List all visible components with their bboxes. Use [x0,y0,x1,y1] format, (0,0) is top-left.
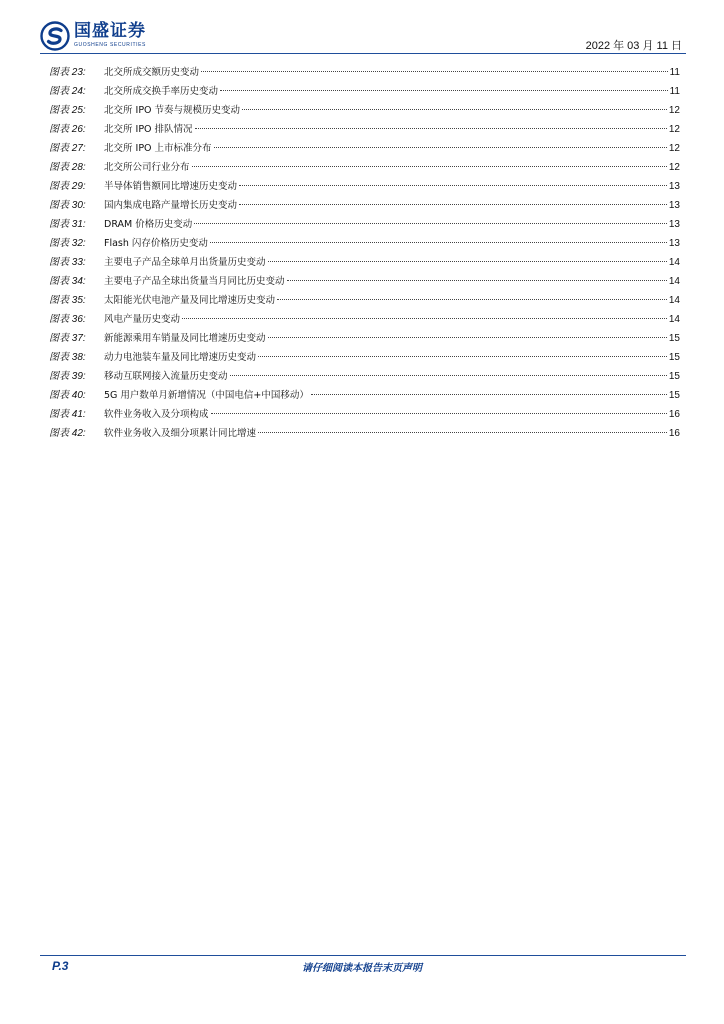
toc-entry-label: 图表 39: [49,371,86,382]
toc-entry-label: 图表 38: [49,352,86,363]
toc-entry[interactable] [49,177,680,196]
toc-dot-leader [311,393,667,395]
toc-dot-leader [239,203,667,205]
toc-entry[interactable] [49,424,680,443]
toc-entry-page: 14 [668,295,680,306]
toc-entry-page: 16 [668,409,680,420]
toc-entry-label: 图表 30: [49,200,86,211]
toc-entry-page: 12 [668,105,680,116]
toc-entry-title: 半导体销售额同比增速历史变动 [104,181,238,192]
toc-dot-leader [192,165,667,167]
toc-entry[interactable] [49,310,680,329]
toc-entry-label: 图表 28: [49,162,86,173]
toc-dot-leader [268,336,667,338]
toc-entry-title: 5G 用户数单月新增情况（中国电信+中国移动） [104,390,309,401]
toc-entry-title: DRAM 价格历史变动 [104,219,193,230]
toc-dot-leader [258,355,667,357]
toc-dot-leader [258,431,667,433]
toc-entry-label: 图表 42: [49,428,86,439]
toc-entry-page: 12 [668,124,680,135]
footer-divider [40,955,686,956]
toc-entry-label: 图表 24: [49,86,86,97]
toc-entry[interactable] [49,139,680,158]
report-date: 2022 年 03 月 11 日 [585,40,682,52]
toc-entry[interactable] [49,101,680,120]
toc-entry[interactable] [49,253,680,272]
toc-entry-label: 图表 27: [49,143,86,154]
toc-entry-page: 14 [668,314,680,325]
page-header [0,0,724,60]
toc-entry-title: 太阳能光伏电池产量及同比增速历史变动 [104,295,276,306]
toc-entry-label: 图表 26: [49,124,86,135]
toc-entry[interactable] [49,120,680,139]
toc-entry-title: 风电产量历史变动 [104,314,181,325]
toc-dot-leader [182,317,667,319]
toc-dot-leader [230,374,667,376]
toc-entry-title: 主要电子产品全球出货量当月同比历史变动 [104,276,285,287]
disclaimer-note: 请仔细阅读本报告末页声明 [302,963,422,974]
toc-entry[interactable] [49,386,680,405]
toc-entry-label: 图表 40: [49,390,86,401]
toc-entry-page: 14 [668,276,680,287]
toc-entry-label: 图表 32: [49,238,86,249]
toc-entry-label: 图表 41: [49,409,86,420]
logo-icon [40,21,70,51]
toc-entry-title: Flash 闪存价格历史变动 [104,238,208,249]
toc-entry-page: 12 [668,162,680,173]
toc-dot-leader [242,108,667,110]
toc-dot-leader [195,127,667,129]
header-divider [40,53,686,54]
toc-entry-page: 14 [668,257,680,268]
toc-entry-title: 动力电池装车量及同比增速历史变动 [104,352,257,363]
toc-entry-page: 13 [668,181,680,192]
toc-entry-title: 北交所成交额历史变动 [104,67,200,78]
logo-text: 国盛证券 [74,21,146,41]
toc-entry-title: 北交所成交换手率历史变动 [104,86,219,97]
toc-entry-title: 软件业务收入及细分项累计同比增速 [104,428,257,439]
toc-dot-leader [239,184,667,186]
toc-entry[interactable] [49,405,680,424]
toc-entry-page: 15 [668,352,680,363]
toc-entry-title: 主要电子产品全球单月出货量历史变动 [104,257,266,268]
toc-entry-label: 图表 36: [49,314,86,325]
toc-entry-page: 13 [668,238,680,249]
toc-entry[interactable] [49,367,680,386]
toc-dot-leader [220,89,668,91]
toc-entry[interactable] [49,158,680,177]
toc-entry-title: 国内集成电路产量增长历史变动 [104,200,238,211]
toc-entry[interactable] [49,196,680,215]
toc-entry-title: 移动互联网接入流量历史变动 [104,371,228,382]
toc-entry-label: 图表 25: [49,105,86,116]
toc-entry-label: 图表 31: [49,219,86,230]
toc-entry[interactable] [49,272,680,291]
company-logo [40,21,146,51]
toc-entry-label: 图表 23: [49,67,86,78]
toc-dot-leader [211,412,667,414]
toc-entry-page: 13 [668,200,680,211]
toc-entry-page: 15 [668,371,680,382]
toc-entry-page: 16 [668,428,680,439]
toc-entry-label: 图表 35: [49,295,86,306]
toc-entry[interactable] [49,348,680,367]
toc-entry-title: 新能源乘用车销量及同比增速历史变动 [104,333,266,344]
page-number: P.3 [52,959,69,973]
toc-dot-leader [194,222,667,224]
toc-entry-page: 11 [669,67,680,78]
toc-dot-leader [201,70,668,72]
toc-entry[interactable] [49,82,680,101]
figure-list [49,63,680,443]
toc-entry-page: 13 [668,219,680,230]
logo-subtext: GUOSHENG SECURITIES [74,42,146,48]
toc-entry-title: 北交所 IPO 排队情况 [104,124,193,135]
toc-entry-label: 图表 29: [49,181,86,192]
toc-dot-leader [277,298,667,300]
toc-entry-title: 北交所 IPO 节奏与规模历史变动 [104,105,241,116]
toc-entry[interactable] [49,63,680,82]
toc-entry-title: 北交所公司行业分布 [104,162,190,173]
toc-entry-title: 北交所 IPO 上市标准分布 [104,143,212,154]
toc-entry[interactable] [49,291,680,310]
toc-entry-label: 图表 33: [49,257,86,268]
toc-entry-label: 图表 34: [49,276,86,287]
toc-dot-leader [210,241,667,243]
toc-entry-page: 15 [668,333,680,344]
toc-entry-page: 12 [668,143,680,154]
toc-dot-leader [287,279,667,281]
toc-entry-page: 15 [668,390,680,401]
toc-dot-leader [268,260,667,262]
toc-dot-leader [214,146,667,148]
toc-entry-title: 软件业务收入及分项构成 [104,409,209,420]
toc-entry-page: 11 [669,86,680,97]
toc-entry[interactable] [49,329,680,348]
toc-entry[interactable] [49,215,680,234]
toc-entry-label: 图表 37: [49,333,86,344]
toc-entry[interactable] [49,234,680,253]
